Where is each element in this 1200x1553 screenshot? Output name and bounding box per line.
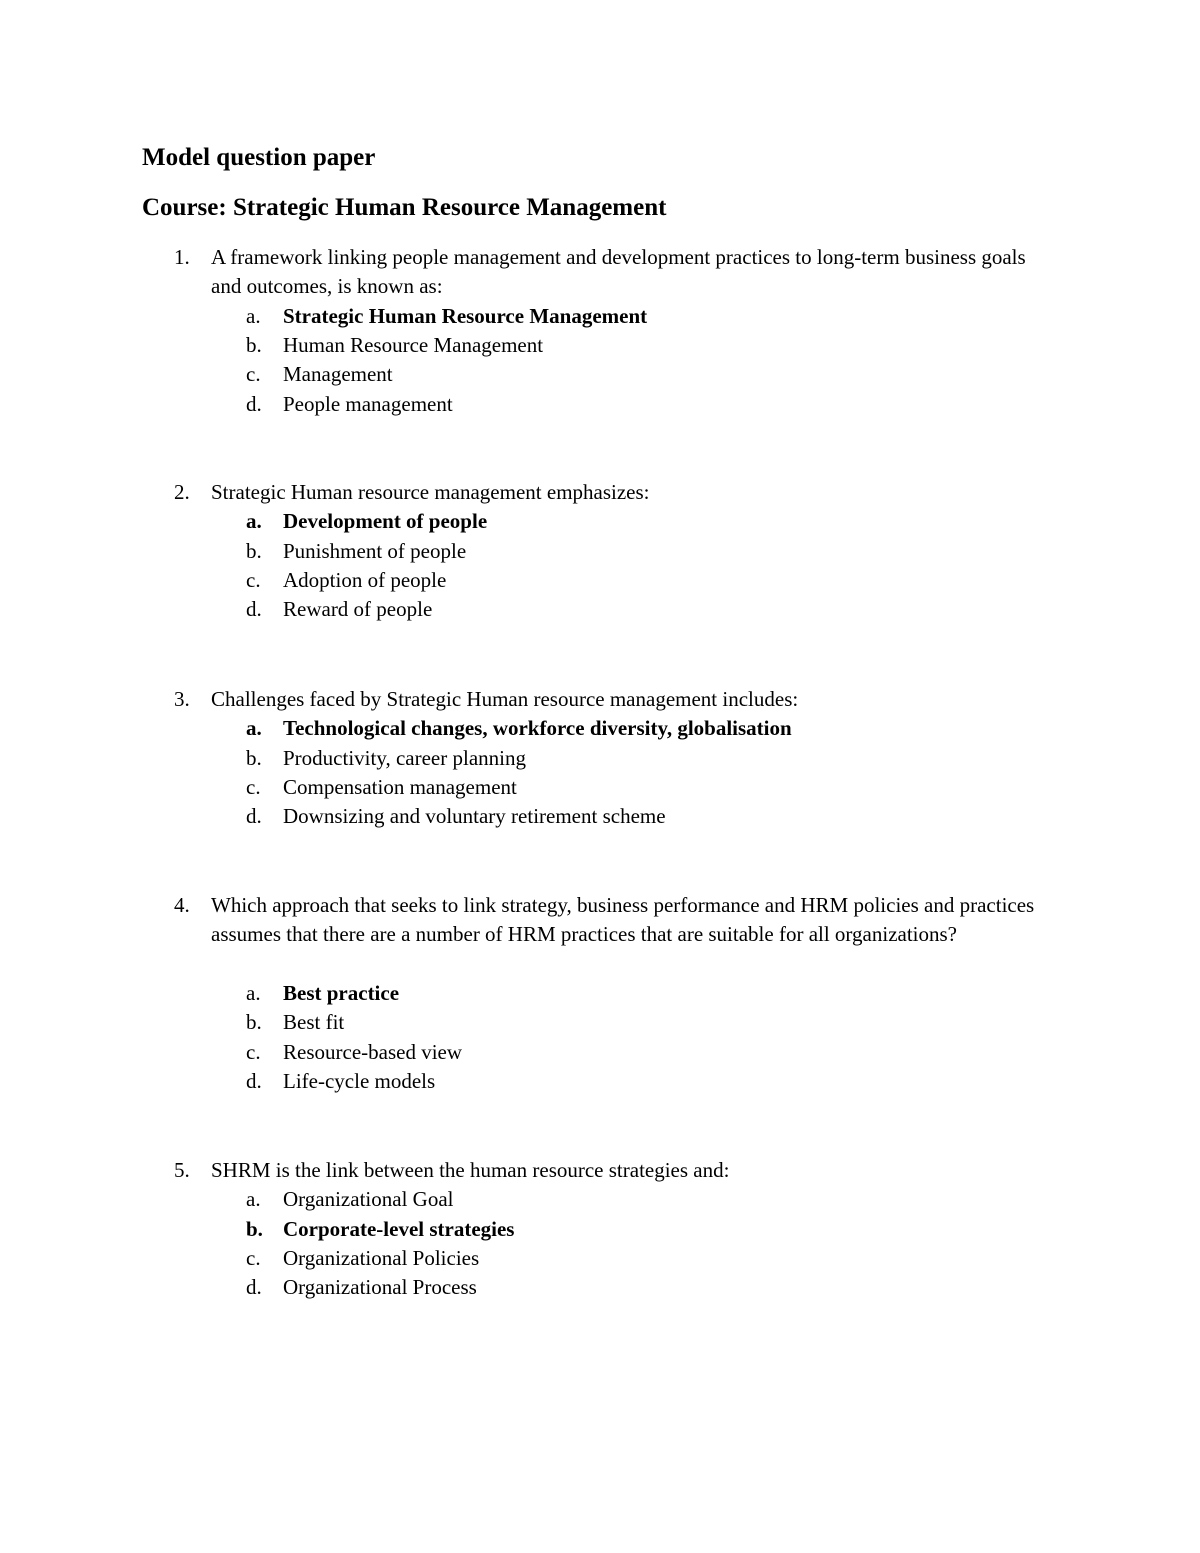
option-text-correct: Strategic Human Resource Management (283, 303, 648, 328)
option-letter: d. (246, 597, 262, 622)
option-letter: d. (246, 1068, 262, 1093)
question-number: 2. (174, 480, 190, 504)
option-letter: d. (246, 1275, 262, 1300)
option-d (0, 1273, 1200, 1302)
option-a (0, 302, 1200, 331)
option-text: Life-cycle models (283, 1068, 436, 1093)
option-b (0, 1008, 1200, 1037)
option-letter: a. (246, 303, 261, 328)
option-d (0, 390, 1200, 419)
option-a (0, 507, 1200, 536)
option-letter: a. (246, 980, 261, 1005)
page-title: Model question paper (142, 144, 376, 171)
option-text: Management (283, 362, 393, 387)
option-c (0, 566, 1200, 595)
option-a (0, 1185, 1200, 1214)
option-text: Adoption of people (283, 567, 447, 592)
option-c (0, 773, 1200, 802)
question-text: Strategic Human resource management emphasizes: (211, 480, 650, 504)
option-text: Resource-based view (283, 1039, 463, 1064)
question-number: 3. (174, 687, 190, 711)
option-b (0, 1215, 1200, 1244)
option-letter: c. (246, 567, 261, 592)
question-text: Which approach that seeks to link strategy, business performance and HRM policies and practices assumes that there are a number of HRM practices that are suitable for all organizations? (211, 893, 1035, 947)
question-number: 5. (174, 1158, 190, 1182)
option-letter: a. (246, 716, 262, 741)
question-text: Challenges faced by Strategic Human resource management includes: (211, 687, 799, 711)
option-letter: b. (246, 332, 262, 357)
option-text-correct: Corporate-level strategies (283, 1216, 515, 1241)
option-b (0, 537, 1200, 566)
option-letter: c. (246, 1039, 261, 1064)
option-letter: a. (246, 509, 262, 534)
option-text: People management (283, 391, 453, 416)
question-text: A framework linking people management and development practices to long-term business goals and outcomes, is known as: (211, 245, 1026, 299)
option-letter: b. (246, 745, 262, 770)
option-letter: c. (246, 362, 261, 387)
question-number: 4. (174, 893, 190, 917)
option-d (0, 802, 1200, 831)
option-text: Organizational Process (283, 1275, 477, 1300)
option-text: Compensation management (283, 774, 517, 799)
option-a (0, 979, 1200, 1008)
option-letter: b. (246, 1216, 263, 1241)
option-a (0, 714, 1200, 743)
option-d (0, 595, 1200, 624)
option-text: Organizational Goal (283, 1187, 454, 1212)
option-text: Punishment of people (283, 538, 467, 563)
option-b (0, 331, 1200, 360)
option-text-correct: Technological changes, workforce diversity, globalisation (283, 716, 792, 741)
course-heading: Course: Strategic Human Resource Management (142, 194, 667, 221)
option-letter: b. (246, 538, 262, 563)
option-c (0, 1244, 1200, 1273)
question-text: SHRM is the link between the human resource strategies and: (211, 1158, 730, 1182)
option-text: Organizational Policies (283, 1245, 480, 1270)
option-letter: b. (246, 1010, 262, 1035)
option-d (0, 1067, 1200, 1096)
option-b (0, 744, 1200, 773)
option-text: Reward of people (283, 597, 433, 622)
option-letter: a. (246, 1187, 261, 1212)
option-text-correct: Development of people (283, 509, 488, 534)
option-text: Best fit (283, 1010, 345, 1035)
question-number: 1. (174, 245, 190, 269)
option-text: Downsizing and voluntary retirement scheme (283, 804, 666, 829)
option-letter: d. (246, 391, 262, 416)
option-letter: d. (246, 804, 262, 829)
option-text-correct: Best practice (283, 980, 400, 1005)
option-text: Productivity, career planning (283, 745, 526, 770)
option-c (0, 1038, 1200, 1067)
option-letter: c. (246, 774, 261, 799)
option-c (0, 360, 1200, 389)
option-text: Human Resource Management (283, 332, 544, 357)
option-letter: c. (246, 1245, 261, 1270)
